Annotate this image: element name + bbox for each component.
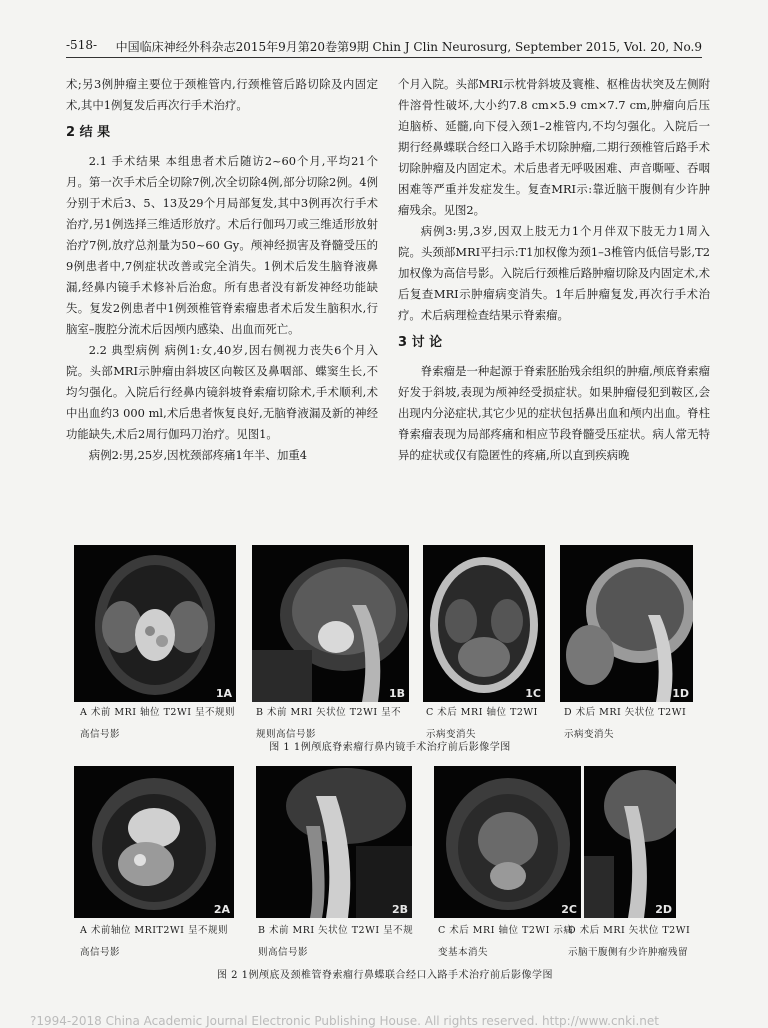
panel-label: 2C — [561, 903, 577, 916]
running-header — [66, 38, 702, 55]
mri-axial-image — [434, 766, 581, 918]
figure1-caption-b: B 术前 MRI 矢状位 T2WI 呈不规则高信号影 — [256, 707, 402, 740]
panel-label: 1B — [388, 687, 405, 700]
figure1-caption-a: A 术前 MRI 轴位 T2WI 呈不规则高信号影 — [80, 707, 235, 740]
left-column — [66, 74, 378, 466]
figure2-caption-d: D 术后 MRI 矢状位 T2WI 示脑干腹侧有少许肿瘤残留 — [568, 925, 691, 958]
figure1-caption-c: C 术后 MRI 轴位 T2WI 示病变消失 — [426, 707, 538, 740]
figure2-title: 图 2 1例颅底及颈椎管脊索瘤行鼻蝶联合经口入路手术治疗前后影像学图 — [216, 970, 554, 981]
figure1-panel-d — [560, 545, 693, 702]
figure2-panel-a — [74, 766, 234, 918]
figure1-panel-c — [423, 545, 545, 702]
figure2-panel-d — [584, 766, 676, 918]
mri-sagittal-image — [560, 545, 693, 702]
right-column — [398, 74, 710, 466]
section-heading-discussion: 3 讨 论 — [398, 335, 443, 350]
panel-label: 1C — [525, 687, 541, 700]
mri-axial-image — [423, 545, 545, 702]
paragraph-typical-cases: 2.2 典型病例 病例1:女,40岁,因右侧视力丧失6个月入院。头部MRI示肿瘤由斜坡区向鞍区及鼻咽部、蝶窦生长,不均匀强化。入院后行经鼻内镜斜坡脊索瘤切除术,手术顺利,术中出血约3 000 ml,术后患者恢复良好,无脑脊液漏及新的神经功能缺失,术后2周行伽玛刀治疗。见图1。 — [66, 343, 378, 441]
figure2-panel-b — [256, 766, 412, 918]
mri-sagittal-image — [584, 766, 676, 918]
figure1-panel-b — [252, 545, 409, 702]
header-rule — [66, 57, 702, 58]
paragraph-case3: 病例3:男,3岁,因双上肢无力1个月伴双下肢无力1周入院。头颈部MRI平扫示:T1加权像为颈1–3椎管内低信号影,T2加权像为高信号影。入院后行颈椎后路肿瘤切除及内固定术,术后复查MRI示肿瘤病变消失。1年后肿瘤复发,再次行手术治疗。术后病理检查结果示脊索瘤。 — [398, 224, 710, 322]
paragraph-case2-start: 病例2:男,25岁,因枕颈部疼痛1年半、加重4 — [88, 448, 307, 462]
figure1-title: 图 1 1例颅底脊索瘤行鼻内镜手术治疗前后影像学图 — [269, 742, 511, 753]
panel-label: 1A — [215, 687, 232, 700]
panel-label: 2A — [213, 903, 230, 916]
figure1-caption-d: D 术后 MRI 矢状位 T2WI 示病变消失 — [564, 707, 687, 740]
mri-axial-image — [74, 766, 234, 918]
journal-citation: 中国临床神经外科杂志2015年9月第20卷第9期 Chin J Clin Neurosurg, September 2015, Vol. 20, No.9 — [115, 40, 702, 54]
copyright-footer: ?1994-2018 China Academic Journal Electronic Publishing House. All rights reserved. http://www.cnki.net — [30, 1014, 659, 1028]
figure2-caption-b: B 术前 MRI 矢状位 T2WI 呈不规则高信号影 — [258, 925, 414, 958]
mri-sagittal-image — [252, 545, 409, 702]
paragraph-case2-cont: 个月入院。头部MRI示枕骨斜坡及寰椎、枢椎齿状突及左侧附件溶骨性破坏,大小约7.8 cm×5.9 cm×7.7 cm,肿瘤向后压迫脑桥、延髓,向下侵入颈1–2椎管内,不均匀强化。入院后一期行经鼻蝶联合经口入路手术切除肿瘤,二期行颈椎管后路手术切除肿瘤及内固定术。术后患者无呼吸困难、声音嘶哑、吞咽困难等严重并发症发生。复查MRI示:靠近脑干腹侧有少许肿瘤残余。见图2。 — [398, 77, 710, 217]
page-number: -518- — [66, 38, 98, 52]
figure2-caption-a: A 术前轴位 MRIT2WI 呈不规则高信号影 — [80, 925, 228, 958]
panel-label: 2D — [655, 903, 672, 916]
figure1-panel-a — [74, 545, 236, 702]
intro-paragraph: 术;另3例肿瘤主要位于颈椎管内,行颈椎管后路切除及内固定术,其中1例复发后再次行手术治疗。 — [66, 77, 378, 112]
figure2-caption-c: C 术后 MRI 轴位 T2WI 示病变基本消失 — [438, 925, 574, 958]
paragraph-surgery-results: 2.1 手术结果 本组患者术后随访2~60个月,平均21个月。第一次手术后全切除7例,次全切除4例,部分切除2例。4例分别于术后3、5、13及29个月局部复发,其中3例再次行手术治疗,另1例选择三维适形放疗。术后行伽玛刀或三维适形放射治疗7例,放疗总剂量为50~60 Gy。颅神经损害及脊髓受压的9例患者中,7例症状改善或完全消失。1例术后发生脑脊液鼻漏,经鼻内镜手术修补后治愈。所有患者没有新发神经功能缺失。复发2例患者中1例颈椎管脊索瘤患者术后发生脑积水,行脑室–腹腔分流术后因颅内感染、出血而死亡。 — [66, 154, 378, 336]
panel-label: 2B — [391, 903, 408, 916]
section-heading-results: 2 结 果 — [66, 125, 111, 140]
figure2-panel-c — [434, 766, 581, 918]
mri-sagittal-image — [256, 766, 412, 918]
panel-label: 1D — [672, 687, 689, 700]
paragraph-discussion: 脊索瘤是一种起源于脊索胚胎残余组织的肿瘤,颅底脊索瘤好发于斜坡,表现为颅神经受损症状。如果肿瘤侵犯到鞍区,会出现内分泌症状,其它少见的症状包括鼻出血和颅内出血。脊柱脊索瘤表现为局部疼痛和相应节段脊髓受压症状。病人常无特异的症状或仅有隐匿性的疼痛,所以直到疾病晚 — [398, 364, 710, 462]
mri-axial-image — [74, 545, 236, 702]
